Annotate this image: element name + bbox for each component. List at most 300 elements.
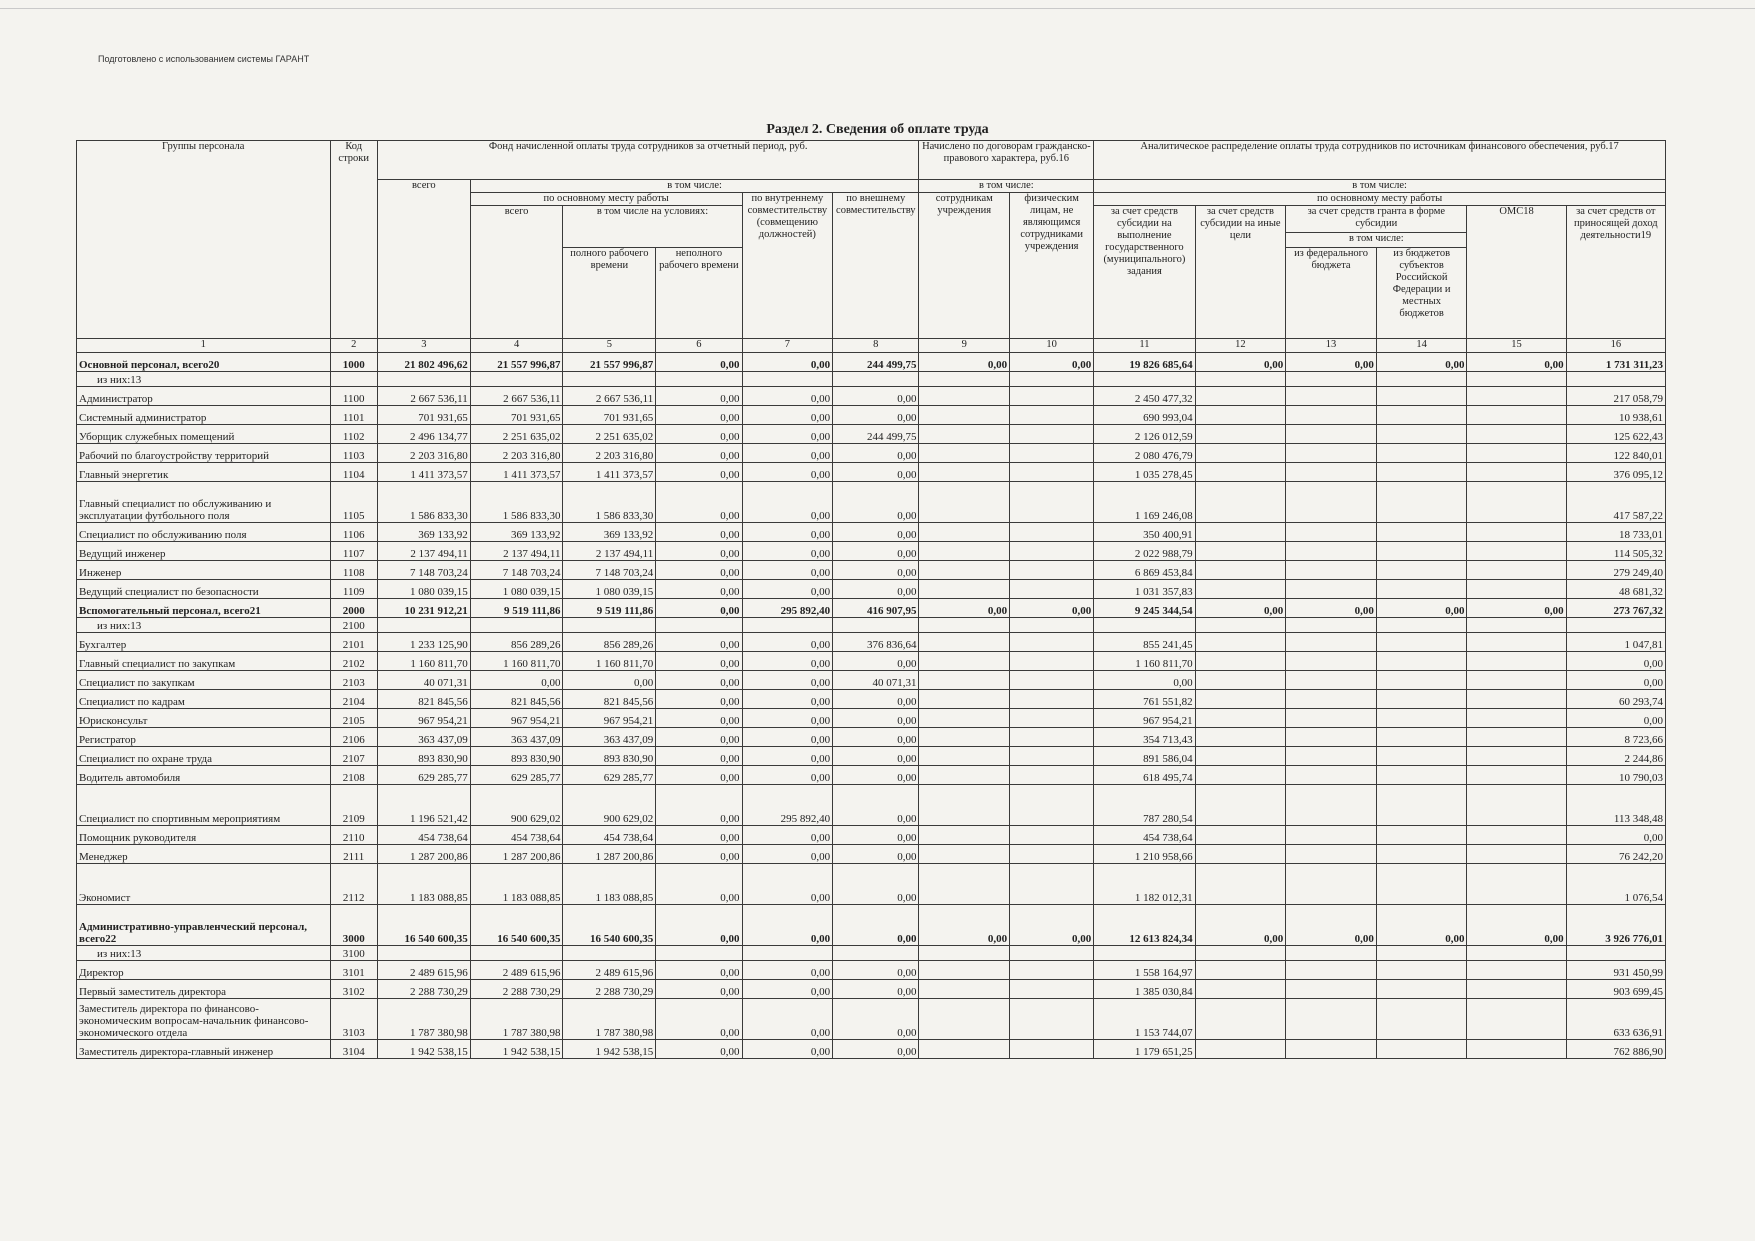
cell-c15: [1467, 542, 1566, 561]
cell-c15: [1467, 652, 1566, 671]
cell-c11: 12 613 824,34: [1094, 905, 1195, 946]
cell-c6: 0,00: [656, 652, 742, 671]
cell-c9: [919, 561, 1010, 580]
cell-c4: [470, 618, 563, 633]
table-row: [77, 542, 1666, 561]
cell-c8: 0,00: [833, 406, 919, 425]
row-name: Менеджер: [77, 845, 331, 864]
cell-c13: [1286, 463, 1377, 482]
cell-c12: [1195, 444, 1286, 463]
cell-c6: 0,00: [656, 845, 742, 864]
cell-c7: 0,00: [742, 728, 833, 747]
row-name: Ведущий специалист по безопасности: [77, 580, 331, 599]
cell-c4: 1 787 380,98: [470, 999, 563, 1040]
cell-c16: 903 699,45: [1566, 980, 1665, 999]
cell-c6: 0,00: [656, 523, 742, 542]
table-row: [77, 425, 1666, 444]
cell-c8: 0,00: [833, 482, 919, 523]
cell-c5: 454 738,64: [563, 826, 656, 845]
cell-c3: 454 738,64: [377, 826, 470, 845]
cell-c15: [1467, 618, 1566, 633]
cell-c15: [1467, 728, 1566, 747]
cell-c15: [1467, 946, 1566, 961]
cell-c4: [470, 372, 563, 387]
cell-c5: 0,00: [563, 671, 656, 690]
header-code: Код строки: [330, 141, 377, 339]
cell-c12: [1195, 482, 1286, 523]
cell-c4: 900 629,02: [470, 785, 563, 826]
table-row: [77, 1040, 1666, 1059]
cell-c9: [919, 766, 1010, 785]
cell-c3: 369 133,92: [377, 523, 470, 542]
header-grant: за счет средств гранта в форме субсидии: [1286, 206, 1467, 233]
table-row: [77, 463, 1666, 482]
cell-c4: 1 287 200,86: [470, 845, 563, 864]
cell-c14: [1376, 406, 1467, 425]
cell-c9: [919, 523, 1010, 542]
row-code: 1106: [330, 523, 377, 542]
cell-c3: [377, 946, 470, 961]
salary-table: [76, 140, 1666, 1059]
column-number: 1: [77, 339, 331, 353]
header-incl2: в том числе:: [919, 180, 1094, 193]
cell-c11: 1 558 164,97: [1094, 961, 1195, 980]
cell-c12: [1195, 946, 1286, 961]
cell-c6: 0,00: [656, 728, 742, 747]
cell-c13: [1286, 709, 1377, 728]
cell-c7: 0,00: [742, 999, 833, 1040]
cell-c11: 0,00: [1094, 671, 1195, 690]
cell-c10: [1010, 444, 1094, 463]
scan-edge: [0, 8, 1755, 9]
cell-c16: [1566, 372, 1665, 387]
row-code: 1107: [330, 542, 377, 561]
cell-c15: [1467, 747, 1566, 766]
cell-c15: [1467, 980, 1566, 999]
cell-c8: 0,00: [833, 728, 919, 747]
table-row: [77, 980, 1666, 999]
cell-c4: 2 288 730,29: [470, 980, 563, 999]
header-total2: всего: [470, 206, 563, 339]
cell-c16: 1 047,81: [1566, 633, 1665, 652]
cell-c13: [1286, 542, 1377, 561]
cell-c12: [1195, 652, 1286, 671]
cell-c10: [1010, 372, 1094, 387]
cell-c14: [1376, 372, 1467, 387]
cell-c13: [1286, 671, 1377, 690]
cell-c7: 0,00: [742, 1040, 833, 1059]
cell-c16: 2 244,86: [1566, 747, 1665, 766]
cell-c11: 1 153 744,07: [1094, 999, 1195, 1040]
cell-c12: [1195, 845, 1286, 864]
cell-c8: 0,00: [833, 542, 919, 561]
cell-c8: 0,00: [833, 523, 919, 542]
cell-c8: 0,00: [833, 580, 919, 599]
table-row: [77, 864, 1666, 905]
cell-c8: 0,00: [833, 826, 919, 845]
header-conditions: в том числе на условиях:: [563, 206, 742, 248]
header-main-place: по основному месту работы: [470, 193, 742, 206]
cell-c3: 2 496 134,77: [377, 425, 470, 444]
cell-c13: [1286, 482, 1377, 523]
column-number: 7: [742, 339, 833, 353]
cell-c8: [833, 946, 919, 961]
column-number: 3: [377, 339, 470, 353]
cell-c10: [1010, 618, 1094, 633]
row-code: 1100: [330, 387, 377, 406]
cell-c8: 244 499,75: [833, 353, 919, 372]
cell-c13: 0,00: [1286, 905, 1377, 946]
cell-c13: [1286, 561, 1377, 580]
cell-c7: 0,00: [742, 709, 833, 728]
cell-c5: 16 540 600,35: [563, 905, 656, 946]
cell-c5: 2 288 730,29: [563, 980, 656, 999]
cell-c5: 2 137 494,11: [563, 542, 656, 561]
cell-c3: 40 071,31: [377, 671, 470, 690]
cell-c9: [919, 999, 1010, 1040]
cell-c10: [1010, 652, 1094, 671]
row-name: Бухгалтер: [77, 633, 331, 652]
row-name: Основной персонал, всего20: [77, 353, 331, 372]
cell-c16: 122 840,01: [1566, 444, 1665, 463]
cell-c4: 16 540 600,35: [470, 905, 563, 946]
cell-c4: 2 137 494,11: [470, 542, 563, 561]
cell-c6: 0,00: [656, 580, 742, 599]
cell-c16: 114 505,32: [1566, 542, 1665, 561]
cell-c13: [1286, 690, 1377, 709]
row-code: 1109: [330, 580, 377, 599]
cell-c8: 0,00: [833, 709, 919, 728]
cell-c15: [1467, 372, 1566, 387]
cell-c7: 0,00: [742, 387, 833, 406]
cell-c15: [1467, 425, 1566, 444]
cell-c16: [1566, 946, 1665, 961]
cell-c7: [742, 946, 833, 961]
table-row: [77, 561, 1666, 580]
cell-c3: 967 954,21: [377, 709, 470, 728]
cell-c9: [919, 372, 1010, 387]
header-staff: сотрудникам учреждения: [919, 193, 1010, 339]
row-code: 2111: [330, 845, 377, 864]
cell-c15: [1467, 690, 1566, 709]
row-name: Специалист по обслуживанию поля: [77, 523, 331, 542]
cell-c16: 18 733,01: [1566, 523, 1665, 542]
cell-c12: [1195, 728, 1286, 747]
table-header: [77, 141, 1666, 353]
cell-c8: 0,00: [833, 845, 919, 864]
cell-c9: 0,00: [919, 599, 1010, 618]
total-row: [77, 353, 1666, 372]
cell-c10: [1010, 387, 1094, 406]
cell-c4: 9 519 111,86: [470, 599, 563, 618]
column-number: 2: [330, 339, 377, 353]
cell-c8: 0,00: [833, 690, 919, 709]
cell-c5: [563, 618, 656, 633]
cell-c16: 0,00: [1566, 826, 1665, 845]
cell-c16: 417 587,22: [1566, 482, 1665, 523]
cell-c5: 629 285,77: [563, 766, 656, 785]
header-part-time: неполного рабочего времени: [656, 248, 742, 339]
row-code: 1105: [330, 482, 377, 523]
cell-c7: 0,00: [742, 826, 833, 845]
cell-c7: 0,00: [742, 864, 833, 905]
cell-c4: 821 845,56: [470, 690, 563, 709]
cell-c14: [1376, 425, 1467, 444]
cell-c11: 1 182 012,31: [1094, 864, 1195, 905]
cell-c5: 1 287 200,86: [563, 845, 656, 864]
cell-c3: 1 080 039,15: [377, 580, 470, 599]
cell-c12: [1195, 766, 1286, 785]
row-name: Главный энергетик: [77, 463, 331, 482]
cell-c10: 0,00: [1010, 905, 1094, 946]
cell-c9: [919, 826, 1010, 845]
cell-c10: [1010, 999, 1094, 1040]
row-code: 2101: [330, 633, 377, 652]
cell-c4: 967 954,21: [470, 709, 563, 728]
cell-c10: [1010, 961, 1094, 980]
table-row: [77, 387, 1666, 406]
cell-c10: [1010, 785, 1094, 826]
cell-c9: 0,00: [919, 353, 1010, 372]
cell-c8: 0,00: [833, 766, 919, 785]
cell-c16: 273 767,32: [1566, 599, 1665, 618]
cell-c12: 0,00: [1195, 905, 1286, 946]
cell-c16: 125 622,43: [1566, 425, 1665, 444]
cell-c4: 1 183 088,85: [470, 864, 563, 905]
cell-c15: [1467, 482, 1566, 523]
cell-c6: 0,00: [656, 980, 742, 999]
cell-c16: 60 293,74: [1566, 690, 1665, 709]
row-code: 2105: [330, 709, 377, 728]
row-code: 1108: [330, 561, 377, 580]
cell-c9: [919, 463, 1010, 482]
column-number: 11: [1094, 339, 1195, 353]
subheader-row: [77, 946, 1666, 961]
cell-c3: 1 586 833,30: [377, 482, 470, 523]
cell-c10: [1010, 980, 1094, 999]
column-number: 16: [1566, 339, 1665, 353]
cell-c13: [1286, 946, 1377, 961]
cell-c16: [1566, 618, 1665, 633]
cell-c6: 0,00: [656, 599, 742, 618]
cell-c13: [1286, 425, 1377, 444]
cell-c7: 0,00: [742, 961, 833, 980]
row-name: Регистратор: [77, 728, 331, 747]
cell-c10: [1010, 845, 1094, 864]
cell-c6: 0,00: [656, 864, 742, 905]
cell-c13: [1286, 652, 1377, 671]
table-row: [77, 785, 1666, 826]
cell-c11: 787 280,54: [1094, 785, 1195, 826]
cell-c13: [1286, 372, 1377, 387]
cell-c10: [1010, 482, 1094, 523]
cell-c9: [919, 709, 1010, 728]
cell-c9: [919, 961, 1010, 980]
cell-c12: [1195, 785, 1286, 826]
cell-c7: 0,00: [742, 444, 833, 463]
cell-c8: 0,00: [833, 463, 919, 482]
cell-c16: 931 450,99: [1566, 961, 1665, 980]
cell-c11: [1094, 372, 1195, 387]
cell-c8: 0,00: [833, 444, 919, 463]
cell-c14: 0,00: [1376, 599, 1467, 618]
row-code: 1000: [330, 353, 377, 372]
column-number: 6: [656, 339, 742, 353]
cell-c13: [1286, 633, 1377, 652]
cell-c11: 19 826 685,64: [1094, 353, 1195, 372]
cell-c12: [1195, 561, 1286, 580]
cell-c9: [919, 618, 1010, 633]
cell-c3: 21 802 496,62: [377, 353, 470, 372]
cell-c6: [656, 618, 742, 633]
cell-c6: 0,00: [656, 353, 742, 372]
header-oms: ОМС18: [1467, 206, 1566, 339]
cell-c4: 629 285,77: [470, 766, 563, 785]
cell-c9: [919, 1040, 1010, 1059]
cell-c9: [919, 482, 1010, 523]
cell-c8: 0,00: [833, 561, 919, 580]
subheader-row: [77, 372, 1666, 387]
table-row: [77, 709, 1666, 728]
cell-c6: 0,00: [656, 671, 742, 690]
row-name: Главный специалист по закупкам: [77, 652, 331, 671]
cell-c4: 1 411 373,57: [470, 463, 563, 482]
cell-c10: [1010, 1040, 1094, 1059]
table-row: [77, 580, 1666, 599]
cell-c11: [1094, 946, 1195, 961]
cell-c12: [1195, 999, 1286, 1040]
cell-c8: 0,00: [833, 864, 919, 905]
row-name: Помощник руководителя: [77, 826, 331, 845]
row-code: 2102: [330, 652, 377, 671]
row-name: Заместитель директора по финансово-экономическим вопросам-начальник финансово-экономического отдела: [77, 999, 331, 1040]
cell-c11: 1 179 651,25: [1094, 1040, 1195, 1059]
cell-c16: 3 926 776,01: [1566, 905, 1665, 946]
cell-c7: 295 892,40: [742, 785, 833, 826]
cell-c4: 1 942 538,15: [470, 1040, 563, 1059]
cell-c11: 454 738,64: [1094, 826, 1195, 845]
cell-c5: 7 148 703,24: [563, 561, 656, 580]
cell-c16: 0,00: [1566, 652, 1665, 671]
cell-c13: 0,00: [1286, 599, 1377, 618]
cell-c8: 0,00: [833, 785, 919, 826]
cell-c4: 701 931,65: [470, 406, 563, 425]
cell-c12: [1195, 633, 1286, 652]
header-analytic: Аналитическое распределение оплаты труда сотрудников по источникам финансового обеспечения, руб.17: [1094, 141, 1666, 180]
cell-c7: 0,00: [742, 766, 833, 785]
cell-c5: 363 437,09: [563, 728, 656, 747]
cell-c14: [1376, 785, 1467, 826]
cell-c13: [1286, 845, 1377, 864]
row-code: 2106: [330, 728, 377, 747]
cell-c16: 48 681,32: [1566, 580, 1665, 599]
cell-c3: 10 231 912,21: [377, 599, 470, 618]
row-code: 3103: [330, 999, 377, 1040]
table-row: [77, 652, 1666, 671]
cell-c11: 967 954,21: [1094, 709, 1195, 728]
row-name: Администратор: [77, 387, 331, 406]
cell-c14: [1376, 826, 1467, 845]
cell-c3: 1 233 125,90: [377, 633, 470, 652]
cell-c14: [1376, 690, 1467, 709]
cell-c8: 0,00: [833, 980, 919, 999]
cell-c7: 0,00: [742, 652, 833, 671]
cell-c11: 761 551,82: [1094, 690, 1195, 709]
cell-c11: 9 245 344,54: [1094, 599, 1195, 618]
cell-c10: [1010, 542, 1094, 561]
cell-c6: 0,00: [656, 542, 742, 561]
cell-c9: [919, 406, 1010, 425]
cell-c11: 1 385 030,84: [1094, 980, 1195, 999]
cell-c5: 1 080 039,15: [563, 580, 656, 599]
cell-c14: [1376, 864, 1467, 905]
cell-c13: [1286, 980, 1377, 999]
cell-c14: [1376, 618, 1467, 633]
row-name: Специалист по закупкам: [77, 671, 331, 690]
cell-c10: [1010, 728, 1094, 747]
cell-c14: [1376, 728, 1467, 747]
table-row: [77, 826, 1666, 845]
cell-c3: 701 931,65: [377, 406, 470, 425]
cell-c14: [1376, 845, 1467, 864]
cell-c3: 363 437,09: [377, 728, 470, 747]
header-groups: Группы персонала: [77, 141, 331, 339]
cell-c8: 0,00: [833, 961, 919, 980]
cell-c15: 0,00: [1467, 599, 1566, 618]
cell-c11: 2 450 477,32: [1094, 387, 1195, 406]
row-name: Водитель автомобиля: [77, 766, 331, 785]
cell-c5: 893 830,90: [563, 747, 656, 766]
table-row: [77, 845, 1666, 864]
cell-c8: 0,00: [833, 1040, 919, 1059]
cell-c10: [1010, 463, 1094, 482]
cell-c3: 2 288 730,29: [377, 980, 470, 999]
cell-c3: 1 183 088,85: [377, 864, 470, 905]
cell-c11: 1 035 278,45: [1094, 463, 1195, 482]
cell-c12: [1195, 864, 1286, 905]
cell-c4: 1 160 811,70: [470, 652, 563, 671]
cell-c5: 701 931,65: [563, 406, 656, 425]
cell-c4: 2 251 635,02: [470, 425, 563, 444]
row-name: Уборщик служебных помещений: [77, 425, 331, 444]
row-name: Экономист: [77, 864, 331, 905]
cell-c9: [919, 845, 1010, 864]
cell-c5: [563, 946, 656, 961]
cell-c16: 8 723,66: [1566, 728, 1665, 747]
cell-c13: [1286, 999, 1377, 1040]
cell-c5: 821 845,56: [563, 690, 656, 709]
cell-c6: 0,00: [656, 1040, 742, 1059]
row-name: Специалист по охране труда: [77, 747, 331, 766]
row-code: 2109: [330, 785, 377, 826]
cell-c12: [1195, 463, 1286, 482]
cell-c10: [1010, 747, 1094, 766]
cell-c3: 1 287 200,86: [377, 845, 470, 864]
header-federal: из федерального бюджета: [1286, 248, 1377, 339]
row-name: Главный специалист по обслуживанию и эксплуатации футбольного поля: [77, 482, 331, 523]
cell-c8: 416 907,95: [833, 599, 919, 618]
cell-c5: 2 489 615,96: [563, 961, 656, 980]
cell-c4: 2 667 536,11: [470, 387, 563, 406]
row-code: 2107: [330, 747, 377, 766]
table-row: [77, 728, 1666, 747]
column-number: 9: [919, 339, 1010, 353]
cell-c3: 2 489 615,96: [377, 961, 470, 980]
row-code: 2100: [330, 618, 377, 633]
row-name: Директор: [77, 961, 331, 980]
cell-c5: 9 519 111,86: [563, 599, 656, 618]
cell-c6: [656, 372, 742, 387]
